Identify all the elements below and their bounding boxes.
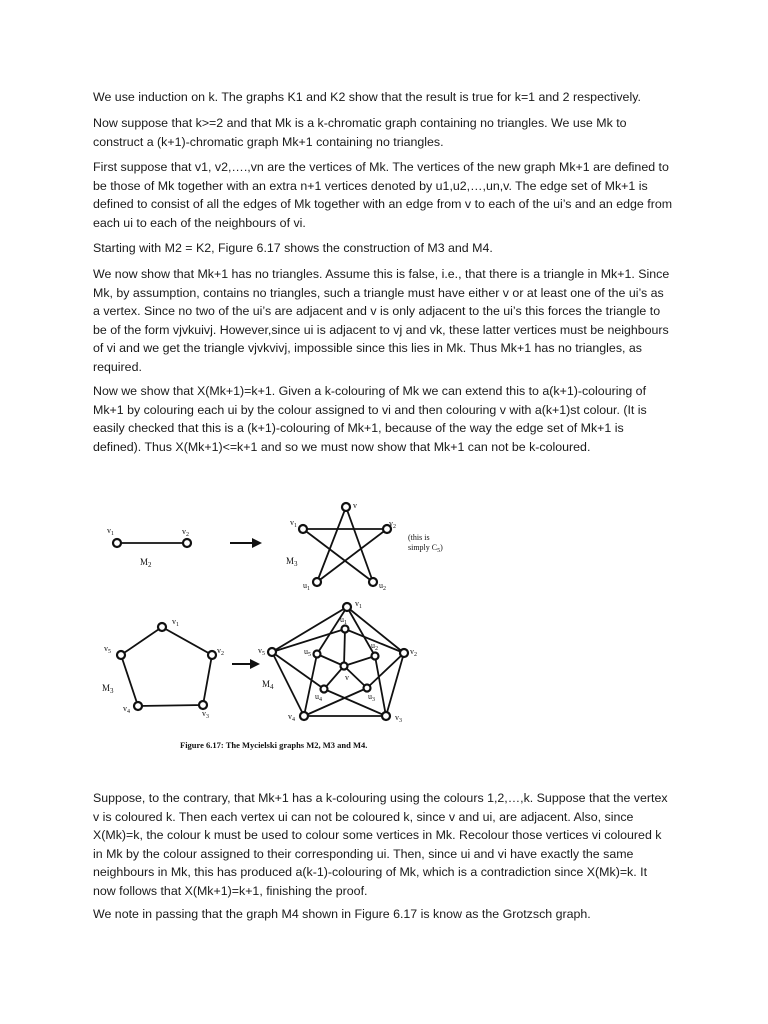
m2-vertex-v2 [183, 539, 191, 547]
svg-text:u4: $u_4$ [315, 692, 322, 703]
m4-label: $M_4$ [262, 679, 274, 691]
svg-text:v: v [345, 673, 349, 682]
svg-text:v2: $v_2$ [410, 647, 417, 658]
paragraph-grotzsch-note: We note in passing that the graph M4 shown in Figure 6.17 is know as the Grotzsch graph. [93, 907, 591, 921]
svg-text:v4: $v_4$ [288, 712, 295, 723]
m2-vertex-v1 [113, 539, 121, 547]
m3-vertex-v1 [299, 525, 307, 533]
svg-text:u5: $u_5$ [304, 647, 311, 658]
paragraph-starting: Starting with M2 = K2, Figure 6.17 shows the construction of M3 and M4. [93, 241, 493, 255]
m3-vertex-u1 [313, 578, 321, 586]
paragraph-induction-intro: We use induction on k. The graphs K1 and K2 show that the result is true for k=1 and 2 respectively. [93, 90, 641, 104]
figure-mycielski-graphs [90, 486, 680, 756]
m3-note: (this is [408, 533, 430, 542]
graph-m2 [107, 526, 191, 569]
svg-text:u1: $u_1$ [303, 581, 310, 592]
svg-text:v1: $v_1$ [107, 526, 114, 537]
svg-text:v3: $v_3$ [395, 713, 402, 724]
arrow-m3-to-m4 [232, 659, 260, 669]
m3-pentagon-label: $M_3$ [102, 683, 114, 695]
mycielski-graphs-diagram [90, 486, 680, 756]
m3-vertex-v [342, 503, 350, 511]
svg-text:u3: $u_3$ [368, 692, 375, 703]
arrow-m2-to-m3 [230, 538, 262, 548]
m3-vertex-u2 [369, 578, 377, 586]
svg-text:v5: $v_5$ [258, 646, 265, 657]
svg-text:simply C5): simply $C_5$) [408, 543, 443, 554]
svg-text:v1: $v_1$ [290, 518, 297, 529]
svg-text:u1: $u_1$ [340, 615, 347, 626]
svg-text:v1: $v_1$ [355, 599, 362, 610]
paragraph-inductive-step: Now suppose that k>=2 and that Mk is a k-chromatic graph containing no triangles. We use Mk to construct a (k+1)-chromatic graph Mk+1 containing no triangles. [93, 116, 627, 149]
graph-m3-star [286, 501, 443, 592]
m3-star-label: $M_3$ [286, 556, 298, 568]
m2-label: $M_2$ [140, 557, 152, 569]
paragraph-construction: First suppose that v1, v2,….,vn are the vertices of Mk. The vertices of the new graph Mk+1 are defined to be those of Mk together with an extra n+1 vertices denoted by u1,u2,…,un,v. The edge set of Mk+1 is defined to consist of all the edges of Mk together with an edge from v to each of the ui’s and an edge from each ui to each of the neighbours of vi. [93, 160, 673, 230]
svg-text:v2: $v_2$ [217, 646, 224, 657]
svg-text:v4: $v_4$ [123, 704, 130, 715]
svg-text:u2: $u_2$ [371, 641, 378, 652]
graph-m3-pentagon [102, 617, 224, 720]
svg-text:v: v [353, 501, 357, 510]
paragraph-contradiction: Suppose, to the contrary, that Mk+1 has a k-colouring using the colours 1,2,…,k. Suppose that the vertex v is coloured k. Then each vertex ui can not be coloured k, since v and ui, are adjacent. Also, since X(Mk)=k, the colour k must be used to colour some vertices in Mk. Recolour those vertices vi coloured k in Mk by the colour assigned to their corresponding ui. Then, since ui and vi have exactly the same neighbours in Mk, this has produced a(k-1)-colouring of Mk, which is a contradiction since X(Mk)=k. It now follows that X(Mk+1)=k+1, finishing the proof. [93, 791, 668, 898]
figure-caption: Figure 6.17: The Mycielski graphs M2, M3 and M4. [180, 740, 368, 750]
svg-text:v3: $v_3$ [202, 709, 209, 720]
svg-text:v2: $v_2$ [389, 519, 396, 530]
svg-text:v5: $v_5$ [104, 644, 111, 655]
svg-text:v2: $v_2$ [182, 527, 189, 538]
paragraph-chromatic-upper-bound: Now we show that X(Mk+1)=k+1. Given a k-colouring of Mk we can extend this to a(k+1)-colouring of Mk+1 by colouring each ui by the colour assigned to vi and then colouring v with a(k+1)st colour. (It is easily checked that this is a (k+1)-colouring of Mk+1, because of the way the edge set of Mk+1 is defined). Thus X(Mk+1)<=k+1 and so we must now show that Mk+1 can not be k-coloured. [93, 384, 647, 454]
svg-text:u2: $u_2$ [379, 581, 386, 592]
paragraph-no-triangles: We now show that Mk+1 has no triangles. Assume this is false, i.e., that there is a triangle in Mk+1. Since Mk, by assumption, contains no triangles, such a triangle must have either v or at least one of the ui’s as a vertex. Since no two of the ui’s are adjacent and v is only adjacent to the ui’s this forces the triangle to be of the form vjvkuivj. However,since ui is adjacent to vj and vk, these latter vertices must be neighbours of vi and we get the triangle vjvkvivj, impossible since this lies in Mk. Thus Mk+1 has no triangles, as required. [93, 267, 670, 374]
svg-text:v1: $v_1$ [172, 617, 179, 628]
graph-m4-grotzsch [258, 599, 417, 724]
